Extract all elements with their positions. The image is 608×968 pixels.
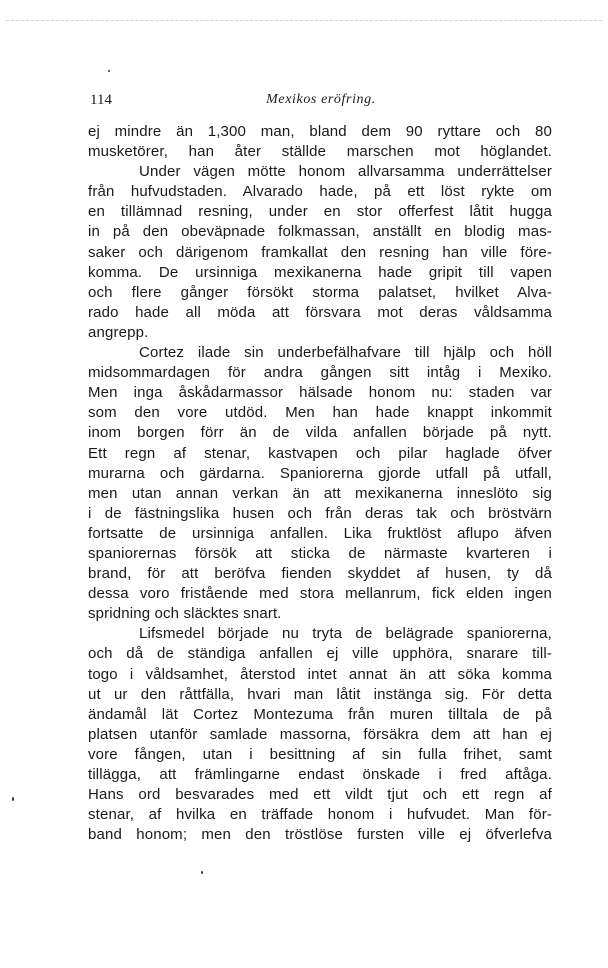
text-line: saker och därigenom framkallat den resning han ville före- — [88, 243, 552, 261]
text-line: och flere gånger försökt storma palatset, hvilket Alva- — [88, 283, 552, 301]
text-line: spridning och släcktes snart. — [88, 605, 282, 623]
text-line: angrepp. — [88, 323, 149, 341]
text-line: in på den obeväpnade folkmassan, anställt en blodig mas- — [88, 223, 552, 241]
text-line: midsommardagen för andra gången sitt intåg i Mexiko. — [88, 364, 552, 382]
text-line: Cortez ilade sin underbefälhafvare till hjälp och höll — [139, 344, 552, 362]
text-line: ändamål lät Cortez Montezuma från muren tilltala de på — [88, 705, 552, 723]
text-line: Under vägen mötte honom allvarsamma underrättelser — [139, 163, 552, 181]
text-line: rado hade all möda att försvara mot deras våldsamma — [88, 303, 552, 321]
text-line: komma. De ursinniga mexikanerna hade gripit till vapen — [88, 263, 552, 281]
text-line: Lifsmedel började nu tryta de belägrade spaniorerna, — [139, 625, 552, 643]
page-header — [90, 92, 552, 112]
print-speck — [201, 871, 203, 874]
page-top-edge — [6, 20, 602, 21]
text-line: från hufvudstaden. Alvarado hade, på ett löst rykte om — [88, 183, 552, 201]
text-line: Hans ord besvarades med ett vildt tjut och ett regn af — [88, 786, 552, 804]
text-line: Men inga åskådarmassor hälsade honom nu: staden var — [88, 384, 552, 402]
text-line: platsen utanför samlade massorna, försäkra dem att han ej — [88, 725, 552, 743]
text-line: en tillämnad resning, under en stor offerfest låtit hugga — [88, 203, 552, 221]
text-line: brand, för att beröfva fienden skyddet af husen, ty då — [88, 565, 552, 583]
print-speck — [108, 70, 110, 72]
text-line: murarna och gärdarna. Spaniorerna gjorde utfall på utfall, — [88, 464, 552, 482]
running-title: Mexikos eröfring. — [266, 92, 376, 107]
text-line: spaniorernas försök att sticka de närmaste kvarteren i — [88, 544, 552, 562]
text-line: stenar, af hvilka en träffade honom i hufvudet. Man för- — [88, 806, 552, 824]
text-line: i de fästningslika husen och från deras tak och bröstvärn — [88, 504, 552, 522]
text-line: dessa voro fristående med stora mellanrum, fick elden ingen — [88, 585, 552, 603]
text-line: ut ur den råttfälla, hvari man låtit instänga sig. För detta — [88, 685, 552, 703]
text-line: ej mindre än 1,300 man, bland dem 90 ryttare och 80 — [88, 123, 552, 140]
text-line: vore fången, utan i besittning af sin fulla frihet, samt — [88, 745, 552, 763]
text-line: band honom; men den tröstlöse fursten ville ej öfverlefva — [88, 826, 552, 844]
text-line: togo i våldsamhet, återstod intet annat än att söka komma — [88, 665, 552, 683]
text-line: men utan annan verkan än att mexikanerna inneslöto sig — [88, 484, 552, 502]
text-line: tillägga, att främlingarne endast önskade i fred aftåga. — [88, 766, 552, 783]
text-line: och då de ständiga anfallen ej ville upphöra, snarare till- — [88, 645, 552, 663]
page-number: 114 — [90, 92, 112, 108]
text-line: som den vore utdöd. Men han hade knappt inkommit — [88, 404, 552, 422]
text-line: musketörer, han åter ställde marschen mot höglandet. — [88, 143, 552, 161]
print-speck — [12, 797, 14, 801]
body-text — [88, 122, 552, 845]
text-line: Ett regn af stenar, kastvapen och pilar haglade öfver — [88, 444, 552, 462]
text-line: fortsatte de ursinniga anfallen. Lika fruktlöst aflupo äfven — [88, 524, 552, 542]
text-line: inom borgen förr än de vilda anfallen började på nytt. — [88, 424, 552, 442]
